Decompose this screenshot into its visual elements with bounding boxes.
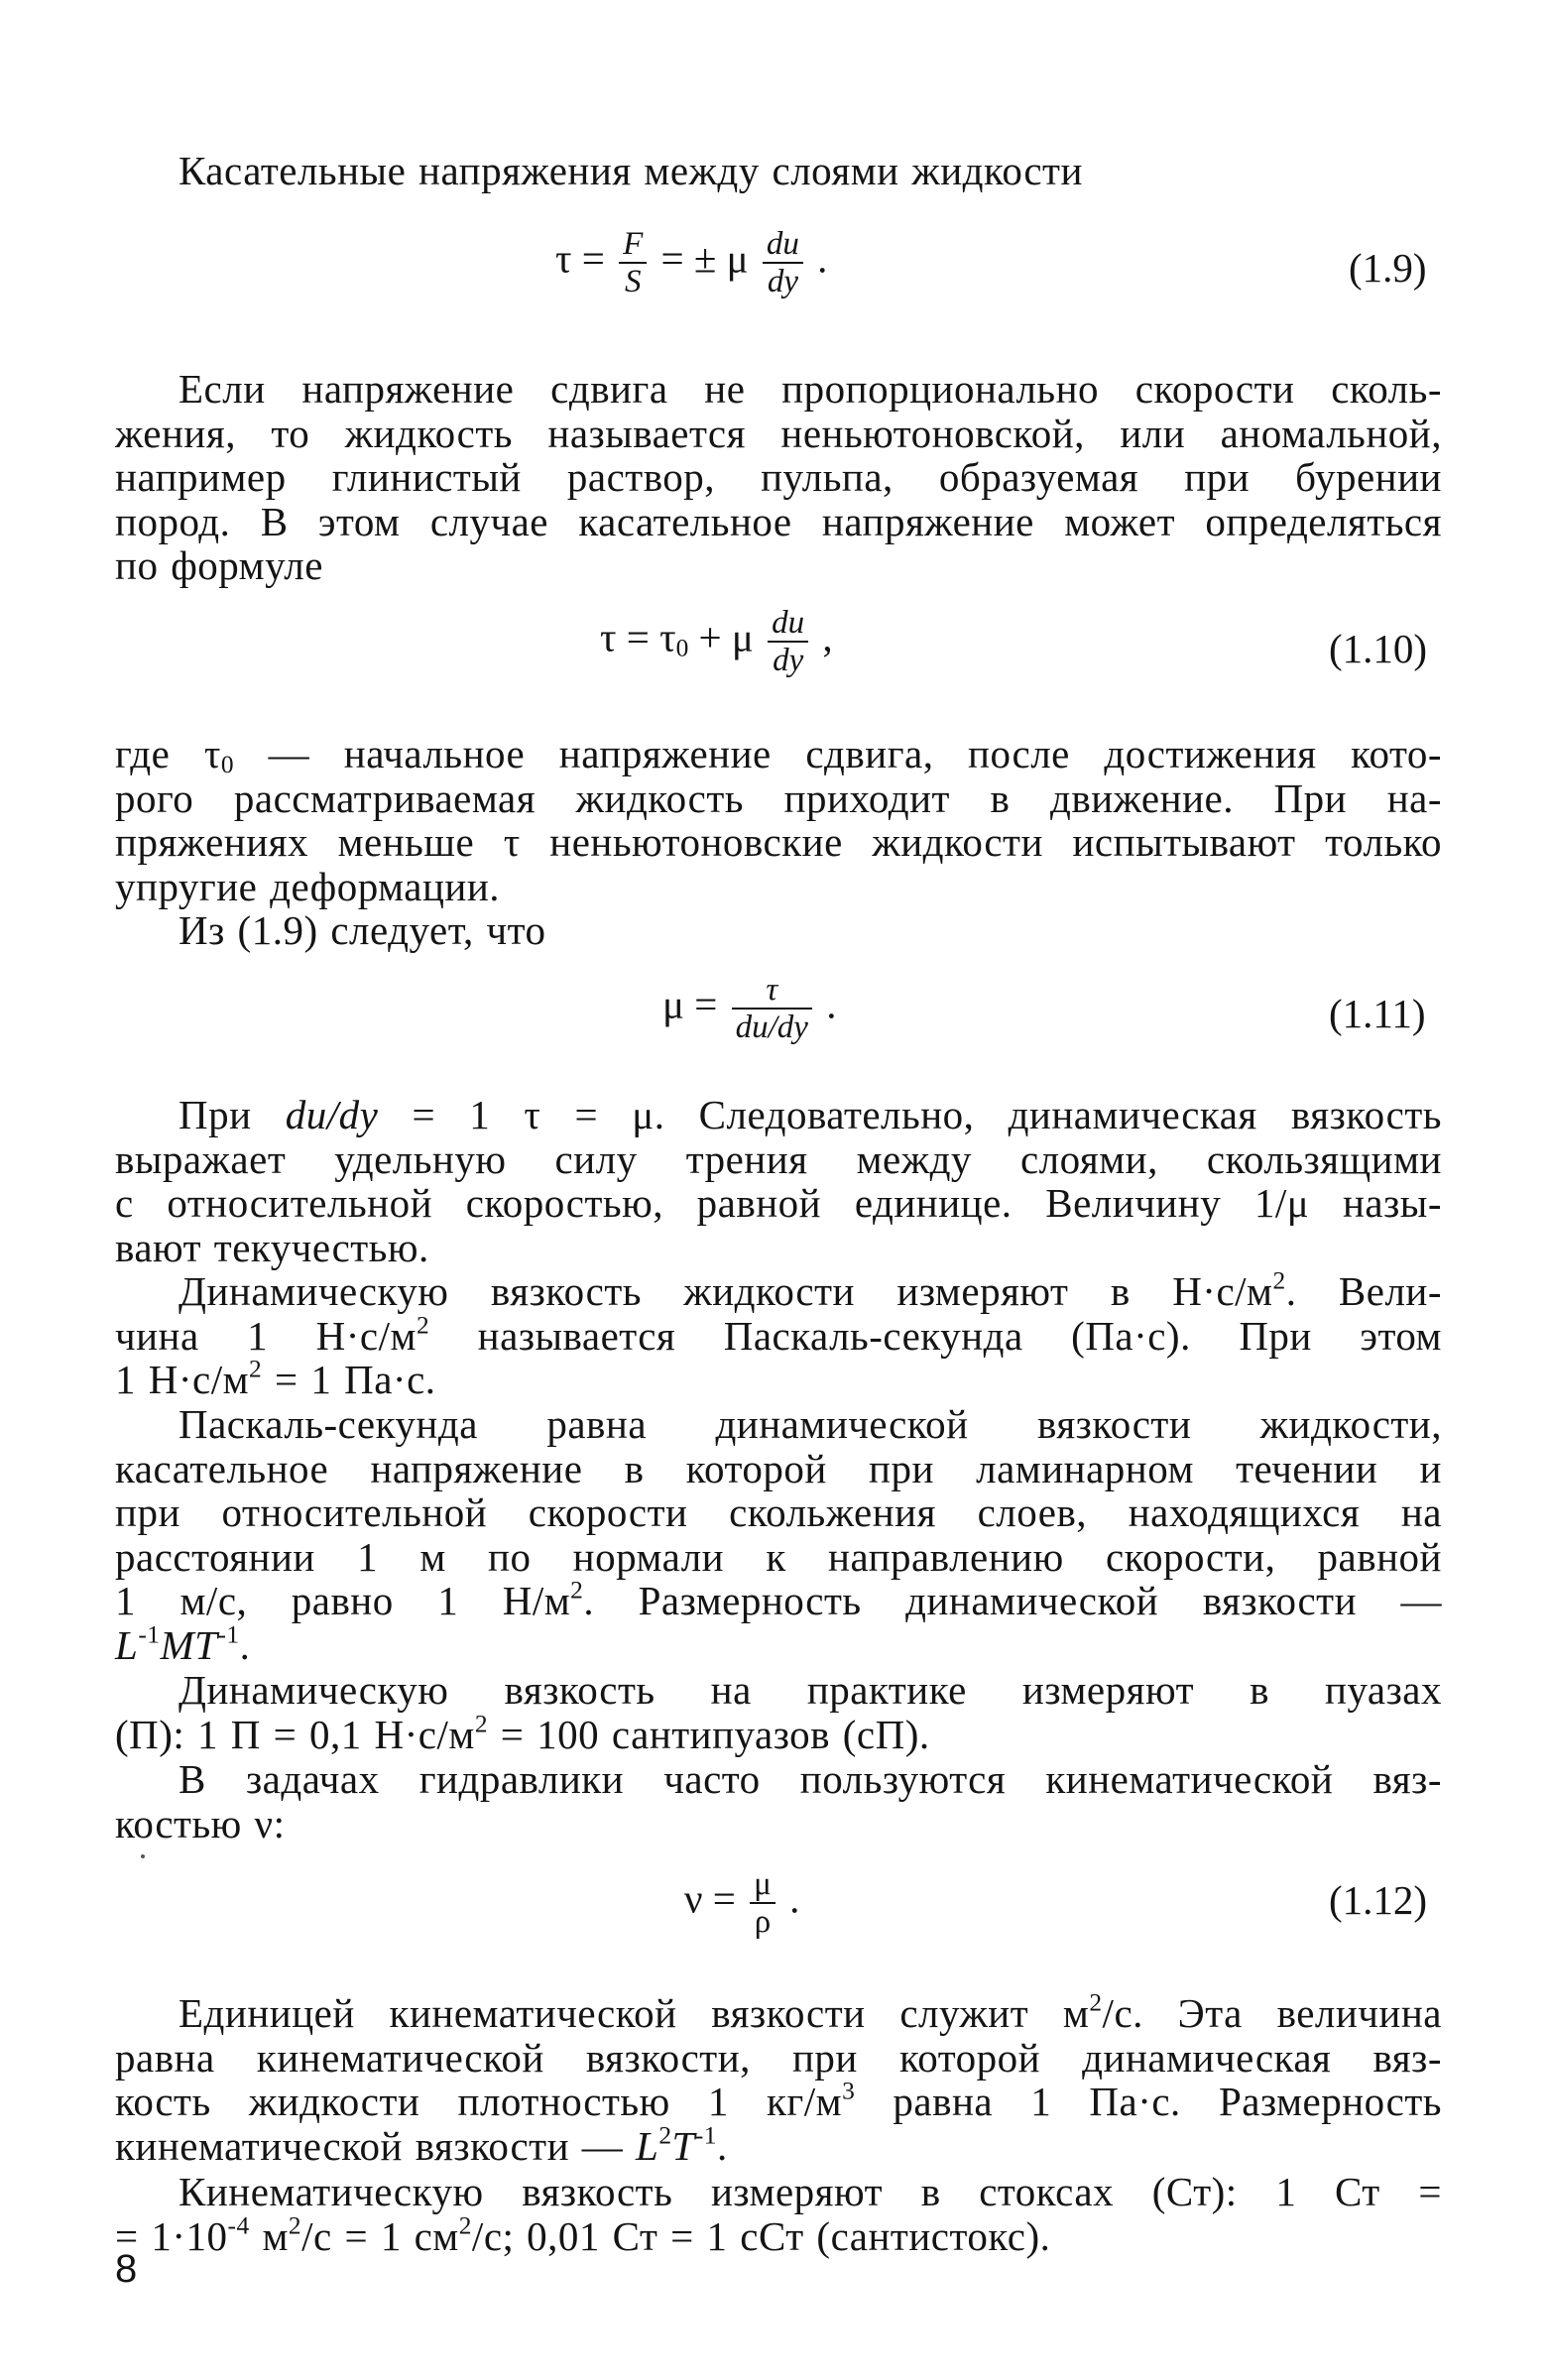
text-run: Динамическую вязкость жидкости измеряют в Н·с/м xyxy=(179,1268,1273,1314)
text-line: Если напряжение сдвига не пропорционально скорости сколь- xyxy=(179,366,1442,412)
numerator: μ xyxy=(750,1866,775,1904)
superscript: 2 xyxy=(249,1355,263,1383)
subscript: 0 xyxy=(220,751,235,779)
page-number: 8 xyxy=(115,2247,138,2291)
text-run: равна 1 Па·с. Размерность xyxy=(855,2079,1442,2125)
formula-1-12 xyxy=(684,1866,799,1940)
superscript: 2 xyxy=(570,1576,584,1605)
text-run: . Вели- xyxy=(1285,1268,1443,1314)
formula-end: . xyxy=(789,1875,800,1922)
text-line: Касательные напряжения между слоями жидкости xyxy=(179,148,1083,193)
text-run: Единицей кинематической вязкости служит м xyxy=(179,1990,1090,2036)
superscript: 2 xyxy=(474,1710,489,1738)
numerator: du xyxy=(768,605,808,643)
text-line: Динамическую вязкость на практике измеряют в пуазах xyxy=(179,1667,1442,1713)
formula-end: , xyxy=(822,614,833,660)
fraction-du-dy xyxy=(763,226,803,299)
italic-run: MT xyxy=(160,1621,218,1668)
denominator: du/dy xyxy=(735,1010,808,1045)
text-line: с относительной скоростью, равной единице. Величину 1/μ назы- xyxy=(115,1180,1442,1227)
text-run: называется Паскаль-секунда (Па·с). При этом xyxy=(429,1312,1443,1359)
text-line: В задачах гидравлики часто пользуются кинематической вяз- xyxy=(179,1756,1442,1802)
text-line: костью ν: xyxy=(115,1800,286,1846)
fraction-mu-over-rho xyxy=(750,1866,775,1940)
text-run: м xyxy=(249,2212,289,2259)
superscript: 2 xyxy=(288,2211,302,2240)
paragraph-8 xyxy=(115,1668,1442,1756)
superscript: -1 xyxy=(138,1620,161,1649)
denominator: S xyxy=(624,264,642,299)
superscript: 2 xyxy=(658,2121,672,2150)
superscript: 2 xyxy=(1272,1266,1286,1295)
formula-lhs: τ = τ xyxy=(600,614,676,660)
superscript: -1 xyxy=(694,2121,718,2150)
text-line: вают текучестью. xyxy=(115,1224,429,1270)
numerator: F xyxy=(619,226,647,264)
paragraph-9 xyxy=(115,1757,1442,1845)
superscript: 2 xyxy=(458,2211,472,2240)
text-line xyxy=(115,1620,1442,1668)
superscript: 2 xyxy=(416,1311,430,1340)
numerator: du xyxy=(763,226,803,264)
text-run: где τ xyxy=(115,731,221,776)
italic-run: T xyxy=(671,2122,695,2169)
formula-mid: + μ xyxy=(698,614,754,660)
text-run: . xyxy=(717,2122,728,2169)
text-line xyxy=(115,1355,1442,1403)
text-run: кинематической вязкости — xyxy=(115,2122,637,2169)
text-run: . xyxy=(239,1621,251,1668)
fraction-f-over-s xyxy=(619,226,647,299)
formula-end: . xyxy=(826,981,837,1027)
text-line xyxy=(115,1710,1442,1757)
paragraph-10 xyxy=(115,1988,1442,2169)
equation-number-1-11: (1.11) xyxy=(1329,991,1426,1036)
text-run: = 100 сантипуазов (сП). xyxy=(488,1711,930,1757)
italic-run: L xyxy=(636,2122,659,2169)
text-run: При xyxy=(179,1092,286,1137)
text-line xyxy=(115,731,1442,779)
text-line xyxy=(115,1988,1442,2036)
text-line: пород. В этом случае касательное напряжение может определяться xyxy=(115,498,1442,544)
text-run: чина 1 Н·с/м xyxy=(115,1312,417,1359)
print-speck xyxy=(141,1854,145,1858)
text-line xyxy=(115,1576,1442,1624)
text-line xyxy=(115,2077,1442,2125)
text-run: = 1 Па·с. xyxy=(262,1357,436,1403)
denominator: dy xyxy=(773,643,804,678)
text-run: = 1 τ = μ. Следовательно, динамическая вязкость xyxy=(378,1092,1442,1137)
text-line: рого рассматриваемая жидкость приходит в движение. При на- xyxy=(115,774,1442,821)
text-line: Из (1.9) следует, что xyxy=(179,907,546,953)
text-run: (П): 1 П = 0,1 Н·с/м xyxy=(115,1711,475,1757)
text-line xyxy=(115,1093,1442,1137)
text-line: например глинистый раствор, пульпа, образуемая при бурении xyxy=(115,454,1442,501)
denominator: dy xyxy=(767,264,798,299)
paragraph-3 xyxy=(115,732,1442,908)
formula-lhs: μ = xyxy=(662,981,718,1027)
formula-1-9 xyxy=(555,226,827,299)
text-line: при относительной скорости скольжения слоев, находящихся на xyxy=(115,1489,1442,1536)
text-line: упругие деформации. xyxy=(115,863,501,909)
formula-lhs: ν = xyxy=(684,1875,736,1922)
superscript: -1 xyxy=(217,1620,240,1649)
text-line: по формуле xyxy=(115,542,323,589)
text-line: жения, то жидкость называется неньютоновской, или аномальной, xyxy=(115,410,1442,456)
text-run: /с; 0,01 Ст = 1 сСт (сантистокс). xyxy=(471,2212,1051,2259)
formula-end: . xyxy=(817,235,828,282)
text-line xyxy=(115,1311,1443,1359)
paragraph-4 xyxy=(115,908,1442,953)
text-line xyxy=(115,2211,1442,2259)
text-run: 1 Н·с/м xyxy=(115,1357,250,1403)
text-run: кость жидкости плотностью 1 кг/м xyxy=(115,2079,843,2125)
paragraph-7 xyxy=(115,1402,1442,1668)
text-run: . Размерность динамической вязкости — xyxy=(583,1578,1442,1624)
formula-1-11 xyxy=(662,972,836,1045)
paragraph-11 xyxy=(115,2170,1442,2258)
text-run: /с = 1 см xyxy=(301,2212,459,2259)
superscript: 2 xyxy=(1089,1988,1103,2017)
subscript: 0 xyxy=(675,634,689,662)
text-line: касательное напряжение в которой при ламинарном течении и xyxy=(115,1445,1442,1491)
formula-1-10 xyxy=(600,605,833,678)
text-line xyxy=(115,2121,1442,2169)
formula-lhs: τ = xyxy=(555,235,605,282)
fraction-du-dy xyxy=(768,605,808,678)
italic-run: L xyxy=(115,1621,139,1668)
text-line: равна кинематической вязкости, при которой динамическая вяз- xyxy=(115,2034,1442,2081)
paragraph-2 xyxy=(115,367,1442,588)
text-line xyxy=(115,1266,1443,1314)
paragraph-1 xyxy=(115,149,1442,193)
equation-number-1-12: (1.12) xyxy=(1329,1877,1428,1923)
text-line: выражает удельную силу трения между слоями, скользящими xyxy=(115,1135,1442,1182)
text-line: Паскаль-секунда равна динамической вязкости жидкости, xyxy=(179,1401,1442,1447)
fraction-tau-over-dudy xyxy=(732,972,812,1045)
numerator: τ xyxy=(732,972,812,1010)
text-run: 1 м/с, равно 1 Н/м xyxy=(115,1578,571,1624)
paragraph-6 xyxy=(115,1266,1443,1403)
text-run: = 1·10 xyxy=(115,2212,228,2259)
paragraph-5 xyxy=(115,1093,1442,1269)
text-run: /с. Эта величина xyxy=(1102,1990,1442,2036)
text-line: расстоянии 1 м по нормали к направлению скорости, равной xyxy=(115,1533,1442,1580)
denominator: ρ xyxy=(754,1904,772,1940)
text-line: пряжениях меньше τ неньютоновские жидкости испытывают только xyxy=(115,819,1442,866)
italic-run: du/dy xyxy=(285,1092,379,1137)
text-line: Кинематическую вязкость измеряют в стоксах (Ст): 1 Ст = xyxy=(179,2169,1442,2214)
superscript: 3 xyxy=(842,2077,856,2105)
equation-number-1-9: (1.9) xyxy=(1349,245,1427,291)
equation-number-1-10: (1.10) xyxy=(1329,626,1428,671)
formula-mid: = ± μ xyxy=(660,235,749,282)
text-run: — начальное напряжение сдвига, после достижения кото- xyxy=(234,731,1442,776)
superscript: -4 xyxy=(227,2211,250,2240)
